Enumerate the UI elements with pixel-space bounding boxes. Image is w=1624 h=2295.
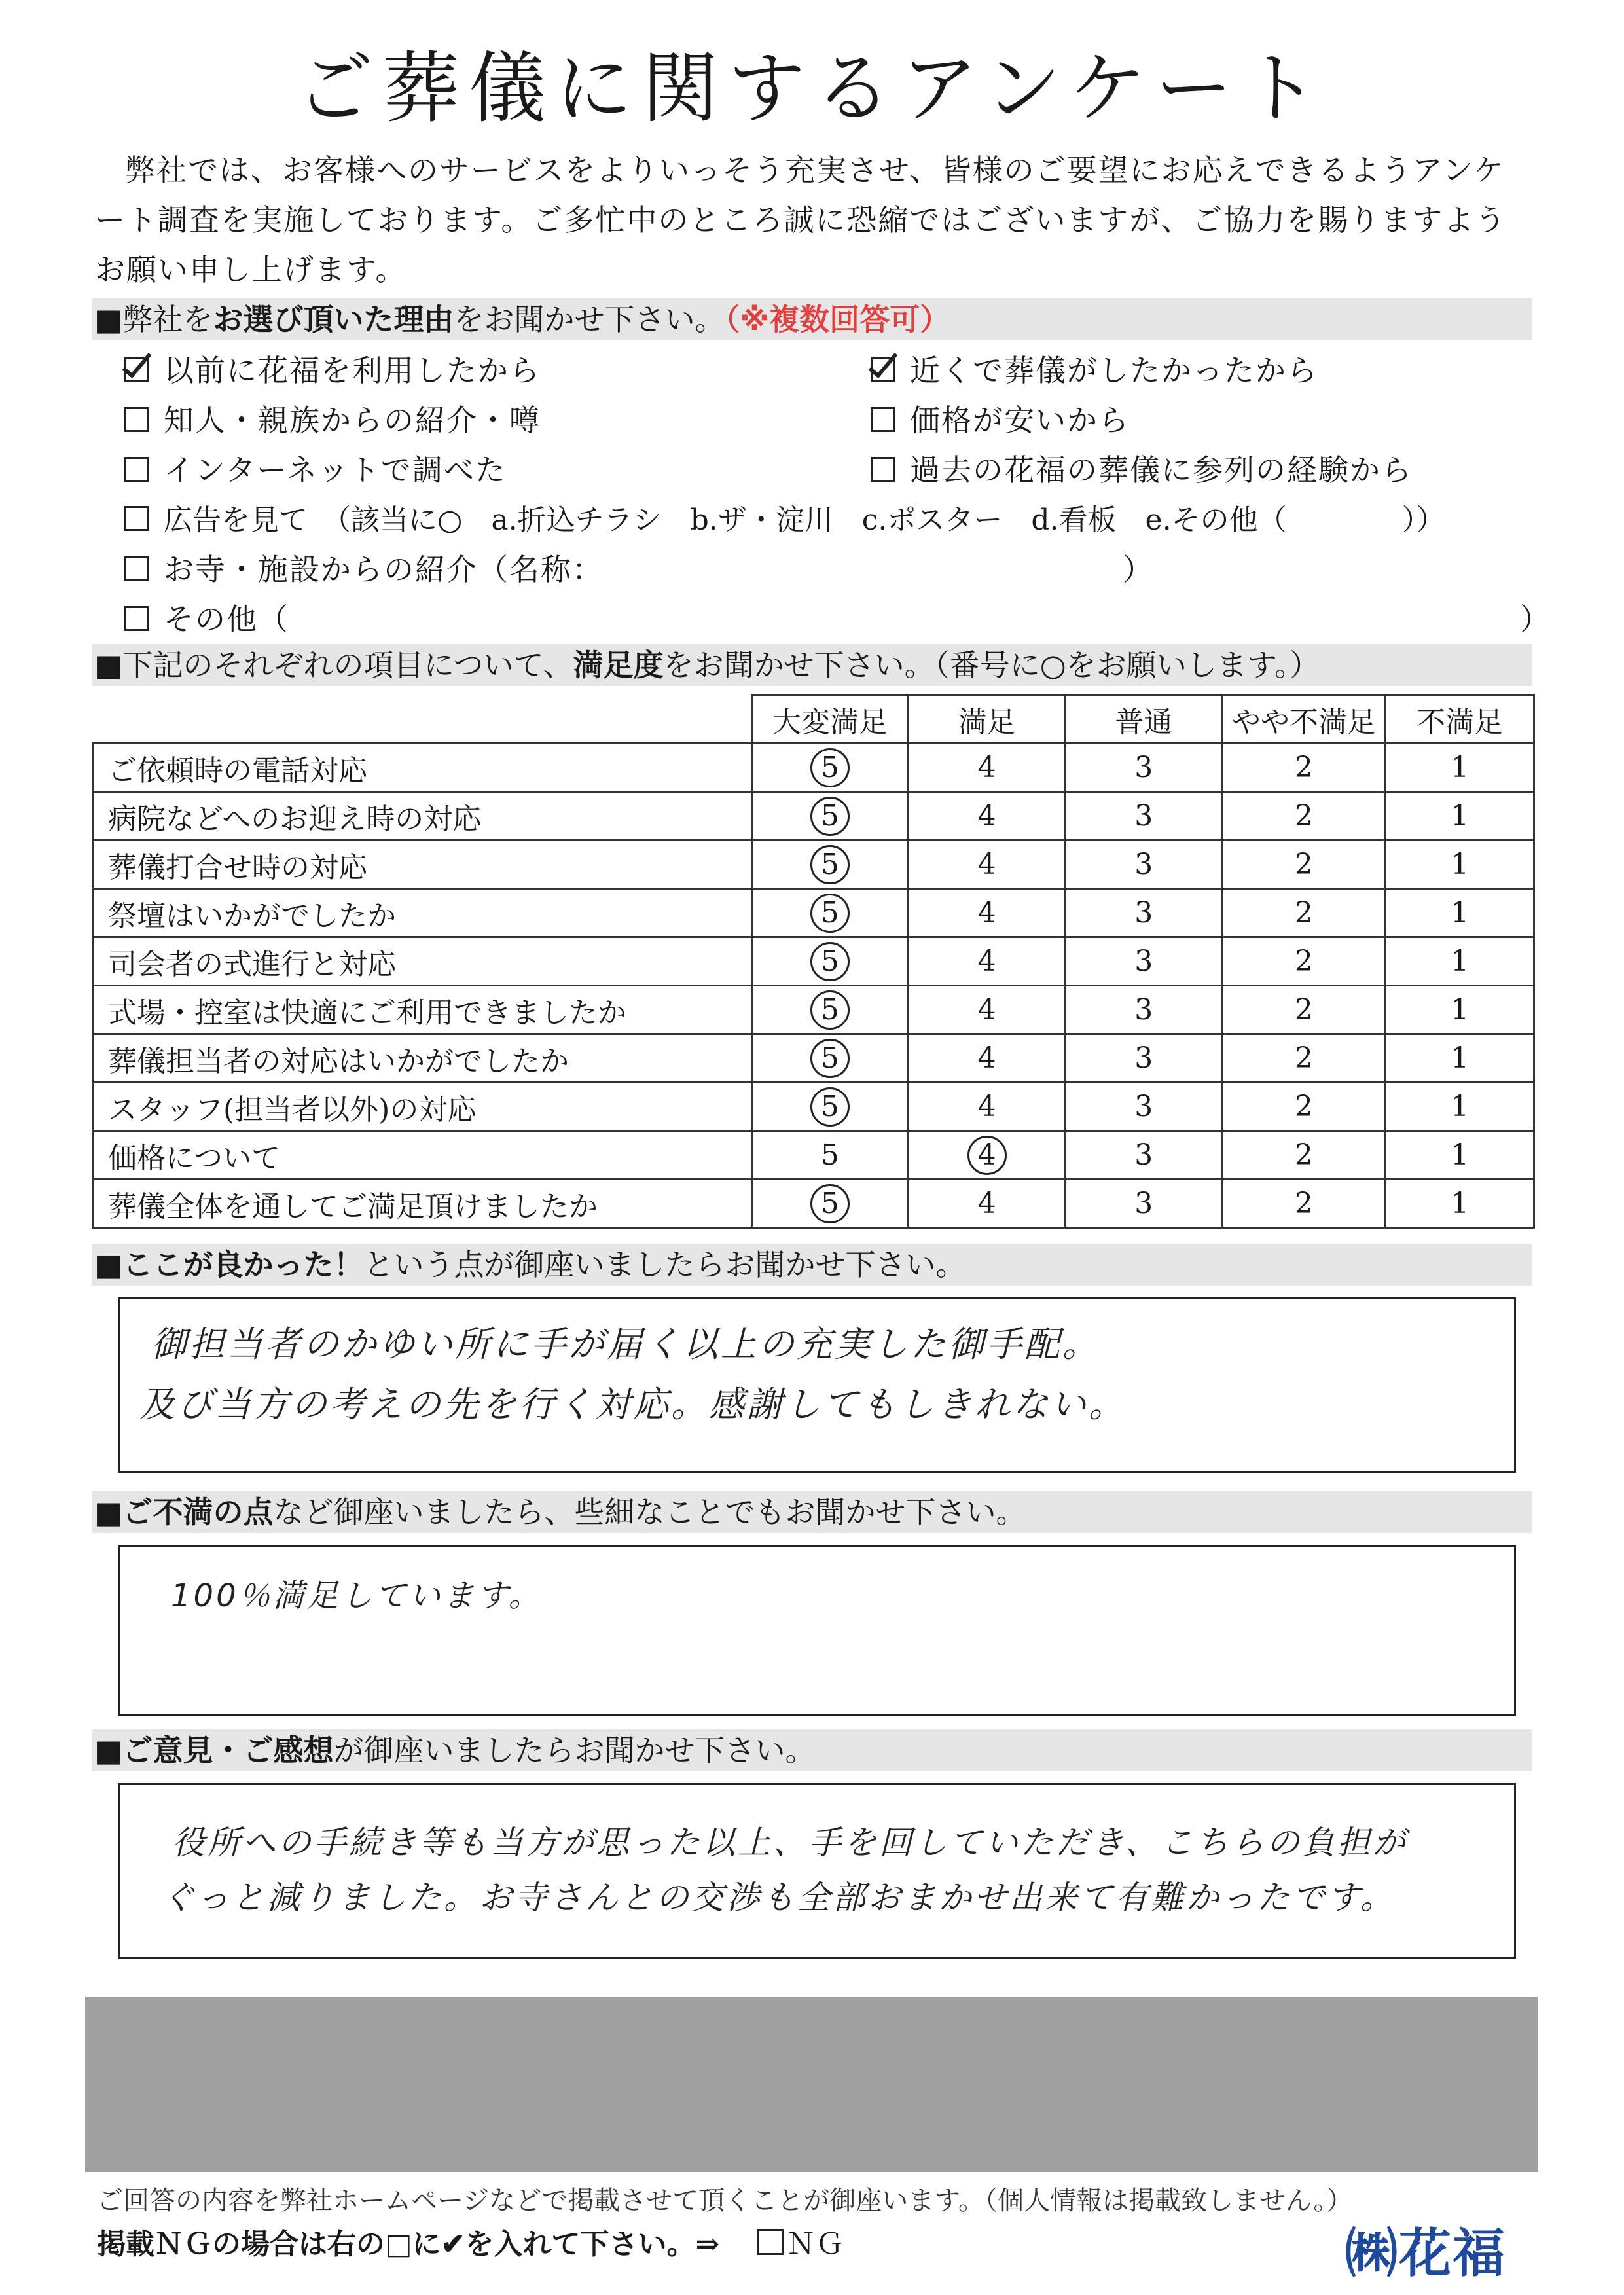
score-value: 1 xyxy=(1451,993,1470,1026)
good-points-answer-box[interactable] xyxy=(118,1297,1516,1473)
score-cell[interactable] xyxy=(1065,889,1222,937)
row-item-label: 祭壇はいかがでしたか xyxy=(93,889,752,937)
checkbox-icon[interactable] xyxy=(871,457,895,482)
score-cell[interactable] xyxy=(1386,840,1534,889)
score-value: 3 xyxy=(1134,1041,1153,1075)
section-satisfaction-header: ■下記のそれぞれの項目について、満足度をお聞かせ下さい。（番号に○をお願いします。） xyxy=(92,644,1532,686)
ng-checkbox[interactable] xyxy=(757,2229,784,2255)
handwritten-answer-line: 100％満足しています。 xyxy=(171,1578,543,1614)
reason-option[interactable]: 過去の花福の葬儀に参列の経験から xyxy=(871,446,1413,490)
table-row xyxy=(93,1180,1534,1228)
score-cell[interactable] xyxy=(1065,1131,1222,1180)
score-value: 1 xyxy=(1451,1187,1470,1220)
score-value: 4 xyxy=(977,896,996,930)
score-cell[interactable] xyxy=(751,840,909,889)
reason-option-temple[interactable]: お寺・施設からの紹介（名称： ） xyxy=(124,546,1154,589)
row-item-label: 葬儀全体を通してご満足頂けましたか xyxy=(93,1180,752,1228)
row-item-label: 司会者の式進行と対応 xyxy=(93,937,752,986)
reason-option[interactable]: 価格が安いから xyxy=(871,397,1130,440)
score-value: 1 xyxy=(1451,1041,1470,1075)
score-cell[interactable] xyxy=(1222,840,1386,889)
score-cell[interactable] xyxy=(909,1083,1066,1131)
column-header: 大変満足 xyxy=(751,695,909,744)
score-cell[interactable] xyxy=(1222,1180,1386,1228)
selected-score-circle: 5 xyxy=(810,1184,850,1223)
score-cell[interactable] xyxy=(751,937,909,986)
score-value: 2 xyxy=(1294,896,1313,930)
score-cell[interactable] xyxy=(1065,986,1222,1034)
score-value: 4 xyxy=(977,945,996,978)
score-cell[interactable] xyxy=(751,792,909,840)
row-item-label: 葬儀打合せ時の対応 xyxy=(93,840,752,889)
score-value: 2 xyxy=(1294,993,1313,1026)
score-value: 3 xyxy=(1134,848,1153,881)
selected-score-circle: 5 xyxy=(810,990,850,1030)
score-cell[interactable] xyxy=(1065,840,1222,889)
score-cell[interactable] xyxy=(1222,1131,1386,1180)
score-cell[interactable] xyxy=(1386,1034,1534,1083)
checkbox-icon[interactable] xyxy=(124,457,149,482)
score-cell[interactable] xyxy=(909,986,1066,1034)
checkbox-icon[interactable] xyxy=(124,407,149,432)
score-value: 1 xyxy=(1451,945,1470,978)
score-value: 3 xyxy=(1134,1090,1153,1123)
reason-option[interactable]: 知人・親族からの紹介・噂 xyxy=(124,397,541,440)
score-value: 3 xyxy=(1134,993,1153,1026)
section-reasons-header: ■弊社をお選び頂いた理由をお聞かせ下さい。（※複数回答可） xyxy=(92,298,1532,340)
score-cell[interactable] xyxy=(751,986,909,1034)
reason-option-ad[interactable]: 広告を見て （該当に○ a.折込チラシ b.ザ・淀川 c.ポスター d.看板 e.その他（ ）） xyxy=(124,496,1445,538)
page-title: ご葬儀に関するアンケート xyxy=(296,43,1328,134)
score-value: 1 xyxy=(1451,751,1470,784)
score-cell[interactable] xyxy=(751,1131,909,1180)
score-cell[interactable] xyxy=(751,1180,909,1228)
score-cell[interactable] xyxy=(1386,889,1534,937)
column-header: 普通 xyxy=(1065,695,1222,744)
score-value: 2 xyxy=(1294,1187,1313,1220)
score-cell[interactable] xyxy=(909,1131,1066,1180)
handwritten-answer-line: 及び当方の考えの先を行く対応。感謝してもしきれない。 xyxy=(139,1384,1127,1425)
score-cell[interactable] xyxy=(909,792,1066,840)
selected-score-circle: 5 xyxy=(810,942,850,981)
column-header: やや不満足 xyxy=(1222,695,1386,744)
score-value: 4 xyxy=(977,848,996,881)
score-value: 3 xyxy=(1134,799,1153,833)
score-cell[interactable] xyxy=(1065,792,1222,840)
score-value: 4 xyxy=(977,1090,996,1123)
score-value: 2 xyxy=(1294,1041,1313,1075)
checkbox-icon[interactable] xyxy=(124,357,149,382)
score-value: 2 xyxy=(1294,751,1313,784)
row-item-label: 価格について xyxy=(93,1131,752,1180)
opinions-answer-box[interactable] xyxy=(118,1783,1516,1959)
reason-option[interactable]: 以前に花福を利用したから xyxy=(124,347,541,390)
score-cell[interactable] xyxy=(1222,792,1386,840)
score-value: 1 xyxy=(1451,896,1470,930)
row-item-label: スタッフ(担当者以外)の対応 xyxy=(93,1083,752,1131)
table-row xyxy=(93,840,1534,889)
score-cell[interactable] xyxy=(909,889,1066,937)
selected-score-circle: 5 xyxy=(810,845,850,884)
score-cell[interactable] xyxy=(909,840,1066,889)
table-row xyxy=(93,986,1534,1034)
score-cell[interactable] xyxy=(909,937,1066,986)
check-mark-icon: ✔ xyxy=(441,2228,465,2261)
selected-score-circle: 5 xyxy=(810,1039,850,1078)
score-value: 3 xyxy=(1134,896,1153,930)
score-value: 2 xyxy=(1294,799,1313,833)
selected-score-circle: 5 xyxy=(810,748,850,787)
score-value: 2 xyxy=(1294,1090,1313,1123)
score-cell[interactable] xyxy=(1386,792,1534,840)
table-row xyxy=(93,792,1534,840)
score-cell[interactable] xyxy=(909,744,1066,792)
score-cell[interactable] xyxy=(909,1034,1066,1083)
score-value: 1 xyxy=(1451,799,1470,833)
selected-score-circle: 5 xyxy=(810,797,850,836)
score-cell[interactable] xyxy=(1386,937,1534,986)
score-value: 4 xyxy=(977,1041,996,1075)
table-row xyxy=(93,1083,1534,1131)
table-row xyxy=(93,889,1534,937)
score-value: 3 xyxy=(1134,1138,1153,1172)
score-value: 2 xyxy=(1294,848,1313,881)
score-cell[interactable] xyxy=(1386,1083,1534,1131)
section-opinions-header: ■ご意見・ご感想が御座いましたらお聞かせ下さい。 xyxy=(92,1729,1532,1771)
redacted-area xyxy=(85,1997,1538,2172)
score-value: 3 xyxy=(1134,751,1153,784)
row-item-label: 葬儀担当者の対応はいかがでしたか xyxy=(93,1034,752,1083)
publication-notice: ご回答の内容を弊社ホームページなどで掲載させて頂くことが御座います。（個人情報は掲載致しません。） xyxy=(97,2186,1353,2216)
score-cell[interactable] xyxy=(1386,1131,1534,1180)
checkbox-icon[interactable] xyxy=(871,407,895,432)
score-cell[interactable] xyxy=(1222,986,1386,1034)
section-good-points-header: ■ここが良かった！という点が御座いましたらお聞かせ下さい。 xyxy=(92,1244,1532,1286)
satisfaction-table xyxy=(92,694,1535,1229)
row-item-label: 式場・控室は快適にご利用できましたか xyxy=(93,986,752,1034)
company-logo: ㈱花福 xyxy=(1345,2223,1506,2284)
score-cell[interactable] xyxy=(1386,986,1534,1034)
table-header-row xyxy=(93,695,1534,744)
checkbox-icon[interactable] xyxy=(871,357,895,382)
table-row xyxy=(93,744,1534,792)
score-cell[interactable] xyxy=(1065,937,1222,986)
score-cell[interactable] xyxy=(751,1083,909,1131)
checkbox-icon[interactable] xyxy=(124,506,149,531)
score-value: 4 xyxy=(977,751,996,784)
score-cell[interactable] xyxy=(1065,1180,1222,1228)
row-item-label: 病院などへのお迎え時の対応 xyxy=(93,792,752,840)
score-value: 4 xyxy=(977,1187,996,1220)
score-cell[interactable] xyxy=(1222,744,1386,792)
reason-option[interactable]: インターネットで調べた xyxy=(124,446,507,490)
score-cell[interactable] xyxy=(751,1034,909,1083)
score-cell[interactable] xyxy=(1222,1034,1386,1083)
reason-option[interactable]: 近くで葬儀がしたかったから xyxy=(871,347,1318,390)
score-value: 4 xyxy=(977,993,996,1026)
selected-score-circle: 5 xyxy=(810,1087,850,1127)
score-value: 1 xyxy=(1451,1090,1470,1123)
selected-score-circle: 4 xyxy=(967,1136,1007,1175)
handwritten-answer-line: ぐっと減りました。お寺さんとの交渉も全部おまかせ出来て有難かったです。 xyxy=(162,1879,1396,1917)
column-header: 不満足 xyxy=(1386,695,1534,744)
score-cell[interactable] xyxy=(1386,1180,1534,1228)
handwritten-answer-line: 御担当者のかゆい所に手が届く以上の充実した御手配。 xyxy=(151,1324,1100,1365)
score-cell[interactable] xyxy=(1222,889,1386,937)
reason-option-other[interactable]: その他（ xyxy=(124,596,289,639)
section-complaints-header: ■ご不満の点など御座いましたら、些細なことでもお聞かせ下さい。 xyxy=(92,1491,1532,1533)
row-item-label: ご依頼時の電話対応 xyxy=(93,744,752,792)
ng-label: ＮＧ xyxy=(786,2228,844,2261)
checkbox-icon[interactable] xyxy=(124,556,149,581)
score-cell[interactable] xyxy=(909,1180,1066,1228)
table-row xyxy=(93,1034,1534,1083)
column-header: 満足 xyxy=(909,695,1066,744)
checkbox-icon[interactable] xyxy=(124,606,149,631)
score-value: 5 xyxy=(820,1138,839,1172)
score-cell[interactable] xyxy=(1386,744,1534,792)
score-cell[interactable] xyxy=(1065,1083,1222,1131)
score-cell[interactable] xyxy=(751,744,909,792)
intro-text: 弊社では、お客様へのサービスをよりいっそう充実させ、皆様のご要望にお応えできるようアンケート調査を実施しております。ご多忙中のところ誠に恐縮ではございますが、ご協力を賜りますようお願い申し上げます。 xyxy=(95,153,1507,287)
score-value: 3 xyxy=(1134,1187,1153,1220)
complaints-answer-box[interactable] xyxy=(118,1545,1516,1716)
score-value: 3 xyxy=(1134,945,1153,978)
score-cell[interactable] xyxy=(1065,1034,1222,1083)
ng-instruction: 掲載ＮＧの場合は右の□に✔を入れて下さい。⇒ ＮＧ xyxy=(97,2228,844,2261)
table-row xyxy=(93,1131,1534,1180)
score-cell[interactable] xyxy=(1065,744,1222,792)
other-close-paren: ） xyxy=(1520,602,1551,637)
score-value: 1 xyxy=(1451,848,1470,881)
score-value: 2 xyxy=(1294,945,1313,978)
score-value: 1 xyxy=(1451,1138,1470,1172)
score-cell[interactable] xyxy=(1222,1083,1386,1131)
selected-score-circle: 5 xyxy=(810,894,850,933)
table-row xyxy=(93,937,1534,986)
handwritten-answer-line: 役所への手続き等も当方が思った以上、手を回していただき、こちらの負担が xyxy=(172,1824,1408,1862)
score-value: 4 xyxy=(977,799,996,833)
score-cell[interactable] xyxy=(751,889,909,937)
multiple-answer-note: （※複数回答可） xyxy=(725,302,950,337)
score-cell[interactable] xyxy=(1222,937,1386,986)
score-value: 2 xyxy=(1294,1138,1313,1172)
